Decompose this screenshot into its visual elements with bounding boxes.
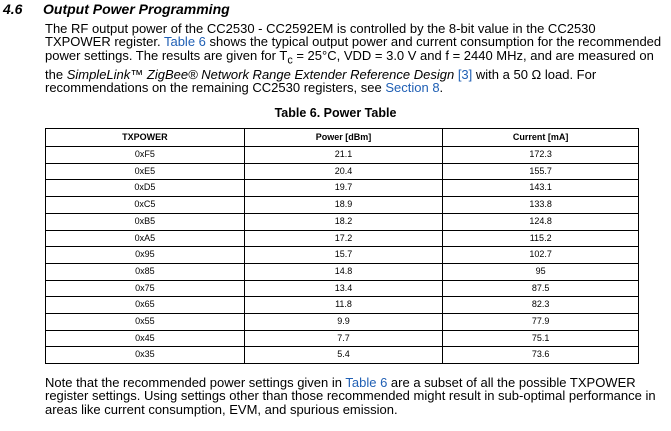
table-row (46, 330, 639, 347)
column-header-txpower: TXPOWER (46, 129, 245, 147)
current-cell: 73.6 (443, 347, 639, 364)
table-row (46, 247, 639, 264)
table-row (46, 314, 639, 331)
power-cell: 19.7 (244, 180, 443, 197)
power-cell: 5.4 (244, 347, 443, 364)
intro-text: shows the typical output power and current consumption for the recommended power settings. The results are given for T (45, 34, 662, 63)
txpower-cell: 0x35 (46, 347, 245, 364)
table-row (46, 197, 639, 214)
table-6-link[interactable]: Table 6 (163, 34, 206, 50)
current-cell: 124.8 (443, 213, 639, 230)
txpower-cell: 0xC5 (46, 197, 245, 214)
txpower-cell: 0x85 (46, 263, 245, 280)
current-cell: 155.7 (443, 163, 639, 180)
power-cell: 15.7 (244, 247, 443, 264)
current-cell: 172.3 (443, 147, 639, 164)
current-cell: 133.8 (443, 197, 639, 214)
txpower-cell: 0xF5 (46, 147, 245, 164)
table-6-link[interactable]: Table 6 (345, 375, 388, 390)
intro-text: . (439, 80, 444, 96)
txpower-cell: 0xE5 (46, 163, 245, 180)
power-cell: 20.4 (244, 163, 443, 180)
current-cell: 82.3 (443, 297, 639, 314)
power-table (45, 128, 639, 364)
current-cell: 115.2 (443, 230, 639, 247)
table-row (46, 147, 639, 164)
power-cell: 13.4 (244, 280, 443, 297)
intro-paragraph (45, 22, 663, 95)
note-text: Note that the recommended power settings given in (45, 375, 346, 390)
temperature-subscript: c (287, 54, 293, 67)
table-row (46, 297, 639, 314)
current-cell: 143.1 (443, 180, 639, 197)
power-cell: 7.7 (244, 330, 443, 347)
txpower-cell: 0x95 (46, 247, 245, 264)
txpower-cell: 0xD5 (46, 180, 245, 197)
reference-design-title: SimpleLink™ ZigBee® Network Range Extender Reference Design (66, 66, 455, 82)
intro-text: = 25°C, VDD = 3.0 V and f = 2440 MHz, and are measured on the (45, 47, 654, 82)
power-cell: 17.2 (244, 230, 443, 247)
table-row (46, 180, 639, 197)
txpower-cell: 0x55 (46, 314, 245, 331)
txpower-cell: 0x65 (46, 297, 245, 314)
current-cell: 102.7 (443, 247, 639, 264)
table-row (46, 347, 639, 364)
intro-text: The RF output power of the CC2530 - CC2592EM is controlled by the 8-bit value in the CC2530 TXPOWER register. (45, 21, 596, 50)
table-row (46, 213, 639, 230)
section-title: Output Power Programming (43, 1, 230, 17)
table-row (46, 280, 639, 297)
power-cell: 18.9 (244, 197, 443, 214)
power-cell: 21.1 (244, 147, 443, 164)
current-cell: 95 (443, 263, 639, 280)
note-paragraph (45, 376, 663, 416)
reference-3-link[interactable]: [3] (457, 66, 473, 82)
current-cell: 77.9 (443, 314, 639, 331)
note-text: are a subset of all the possible TXPOWER register settings. Using settings other than those recommended might result in sub-optimal performance in areas like current consumption, EVM, and spurious emission. (45, 375, 656, 417)
table-row (46, 230, 639, 247)
column-header-power: Power [dBm] (244, 129, 443, 147)
table-row (46, 263, 639, 280)
txpower-cell: 0x45 (46, 330, 245, 347)
section-heading (3, 1, 230, 17)
txpower-cell: 0xB5 (46, 213, 245, 230)
txpower-cell: 0x75 (46, 280, 245, 297)
section-8-link[interactable]: Section 8 (385, 80, 440, 96)
intro-text: with a 50 Ω load. For recommendations on the remaining CC2530 registers, see (45, 66, 597, 96)
table-row (46, 163, 639, 180)
power-cell: 18.2 (244, 213, 443, 230)
power-cell: 9.9 (244, 314, 443, 331)
power-cell: 14.8 (244, 263, 443, 280)
current-cell: 87.5 (443, 280, 639, 297)
table-caption: Table 6. Power Table (274, 106, 397, 120)
txpower-cell: 0xA5 (46, 230, 245, 247)
section-number: 4.6 (3, 1, 23, 17)
power-cell: 11.8 (244, 297, 443, 314)
current-cell: 75.1 (443, 330, 639, 347)
column-header-current: Current [mA] (443, 129, 639, 147)
table-header-row (46, 129, 639, 147)
